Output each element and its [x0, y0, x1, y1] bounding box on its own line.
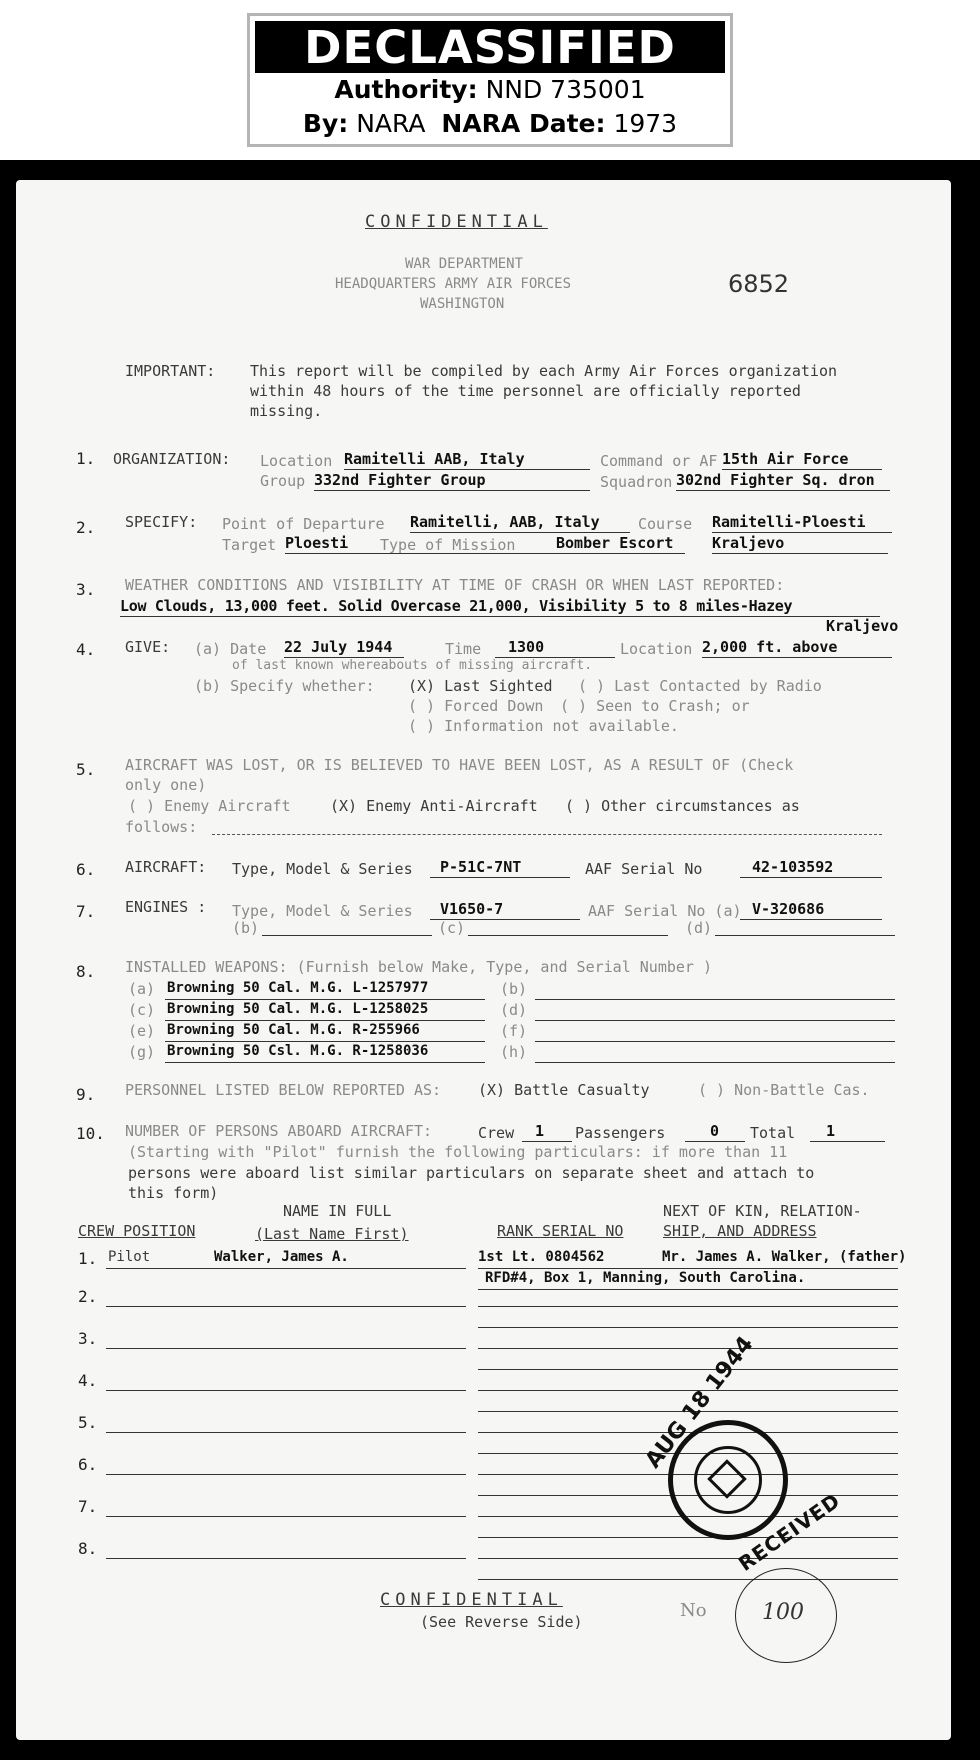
- crew-row-number: 1.: [78, 1249, 98, 1268]
- s7-b: (b): [232, 919, 260, 937]
- s1-squadron: 302nd Fighter Sq. dron: [676, 471, 875, 489]
- s1-location-label: Location: [260, 452, 333, 470]
- s10-crew: 1: [535, 1122, 545, 1140]
- weapon-letter: (a): [128, 980, 156, 998]
- footer-no-label: No: [680, 1600, 707, 1621]
- s2-extra: Kraljevo: [712, 534, 785, 552]
- s10-crew-label: Crew: [478, 1124, 515, 1142]
- s4-opt5: ( ) Information not available.: [408, 717, 679, 735]
- col-rank-serial: RANK SERIAL NO: [497, 1222, 624, 1240]
- s2-target-label: Target: [222, 536, 277, 554]
- s5-line2: only one): [125, 776, 207, 794]
- s5-opt3: ( ) Other circumstances as: [565, 797, 800, 815]
- report-number: 6852: [728, 270, 790, 298]
- s1-command: 15th Air Force: [722, 450, 849, 468]
- s2-mission-label: Type of Mission: [380, 536, 516, 554]
- s10-line4: this form): [128, 1184, 219, 1202]
- s2-course-label: Course: [638, 515, 693, 533]
- s10-line2: (Starting with "Pilot" furnish the following particulars: if more than 11: [128, 1143, 788, 1161]
- s4-opt4: ( ) Seen to Crash; or: [560, 697, 750, 715]
- s3-value2: Kraljevo: [826, 617, 899, 635]
- s10-passengers-label: Passengers: [575, 1124, 666, 1142]
- s2-departure-label: Point of Departure: [222, 515, 385, 533]
- s6-label: AIRCRAFT:: [125, 858, 207, 876]
- s7-d: (d): [685, 919, 713, 937]
- s10-line3: persons were aboard list similar particulars on separate sheet and attach to: [128, 1164, 815, 1182]
- by-line: By: NARA NARA Date: 1973: [302, 109, 678, 138]
- s1-location: Ramitelli AAB, Italy: [344, 450, 525, 468]
- s3-value: Low Clouds, 13,000 feet. Solid Overcase 21,000, Visibility 5 to 8 miles-Hazey: [120, 597, 793, 615]
- weapon-letter: (g): [128, 1043, 156, 1061]
- s5-num: 5.: [76, 760, 96, 779]
- s6-type-label: Type, Model & Series: [232, 860, 413, 878]
- s7-label: ENGINES :: [125, 898, 207, 916]
- s7-type: V1650-7: [440, 900, 504, 918]
- s4-time-label: Time: [445, 640, 482, 658]
- crew-row-number: 5.: [78, 1413, 98, 1432]
- s2-course: Ramitelli-Ploesti: [712, 513, 866, 531]
- col-kin-address: SHIP, AND ADDRESS: [663, 1222, 817, 1240]
- s6-serial: 42-103592: [752, 858, 834, 876]
- s5-label: AIRCRAFT WAS LOST, OR IS BELIEVED TO HAVE BEEN LOST, AS A RESULT OF (Check: [125, 756, 794, 774]
- footer-note: (See Reverse Side): [420, 1613, 583, 1631]
- crew-rank-serial: 1st Lt. 0804562: [478, 1249, 605, 1265]
- crew-row-number: 2.: [78, 1287, 98, 1306]
- s4-b-label: (b) Specify whether:: [194, 677, 375, 695]
- s3-label: WEATHER CONDITIONS AND VISIBILITY AT TIME OF CRASH OR WHEN LAST REPORTED:: [125, 576, 785, 594]
- crew-row-number: 4.: [78, 1371, 98, 1390]
- crew-next-of-kin: Mr. James A. Walker, (father): [662, 1249, 907, 1265]
- header-place: WASHINGTON: [420, 296, 505, 312]
- s5-opt2: (X) Enemy Anti-Aircraft: [330, 797, 538, 815]
- s9-num: 9.: [76, 1085, 96, 1104]
- col-crew-position: CREW POSITION: [78, 1222, 196, 1240]
- crew-position: Pilot: [108, 1249, 151, 1265]
- footer-classification: CONFIDENTIAL: [380, 1590, 563, 1610]
- s10-num: 10.: [76, 1124, 105, 1143]
- s9-label: PERSONNEL LISTED BELOW REPORTED AS:: [125, 1081, 442, 1099]
- s8-num: 8.: [76, 962, 96, 981]
- s7-c: (c): [438, 919, 466, 937]
- s4-a-label: (a) Date: [194, 640, 267, 658]
- weapon-letter: (e): [128, 1022, 156, 1040]
- weapon-value: Browning 50 Cal. M.G. R-255966: [167, 1022, 420, 1038]
- s1-group: 332nd Fighter Group: [314, 471, 486, 489]
- col-next-of-kin: NEXT OF KIN, RELATION-: [663, 1202, 862, 1220]
- s2-departure: Ramitelli, AAB, Italy: [410, 513, 600, 531]
- s8-label: INSTALLED WEAPONS: (Furnish below Make, Type, and Serial Number ): [125, 958, 712, 976]
- s7-type-label: Type, Model & Series: [232, 902, 413, 920]
- s1-squadron-label: Squadron: [600, 473, 673, 491]
- s3-num: 3.: [76, 580, 96, 599]
- s4-location: 2,000 ft. above: [702, 638, 838, 656]
- col-last-name-first: (Last Name First): [255, 1225, 409, 1243]
- s2-num: 2.: [76, 518, 96, 537]
- crew-kin-address: RFD#4, Box 1, Manning, South Carolina.: [485, 1270, 806, 1286]
- crew-row-number: 6.: [78, 1455, 98, 1474]
- footer-no-value: 100: [762, 1600, 804, 1625]
- authority-line: Authority: NND 735001: [334, 75, 646, 104]
- s9-opt2: ( ) Non-Battle Cas.: [698, 1081, 870, 1099]
- important-line3: missing.: [250, 402, 323, 420]
- s6-num: 6.: [76, 860, 96, 879]
- s4-num: 4.: [76, 640, 96, 659]
- s4-opt3: ( ) Forced Down: [408, 697, 544, 715]
- header-hq: HEADQUARTERS ARMY AIR FORCES: [335, 276, 572, 292]
- s1-command-label: Command or AF: [600, 452, 718, 470]
- crew-row-number: 8.: [78, 1539, 98, 1558]
- header-classification: CONFIDENTIAL: [365, 212, 548, 232]
- important-line2: within 48 hours of the time personnel are officially reported: [250, 382, 801, 400]
- s1-group-label: Group: [260, 472, 306, 490]
- important-label: IMPORTANT:: [125, 362, 216, 380]
- s10-label: NUMBER OF PERSONS ABOARD AIRCRAFT:: [125, 1122, 433, 1140]
- s2-label: SPECIFY:: [125, 513, 198, 531]
- weapon-value: Browning 50 Cal. M.G. L-1258025: [167, 1001, 429, 1017]
- s4-opt1: (X) Last Sighted: [408, 677, 553, 695]
- s10-total-label: Total: [750, 1124, 796, 1142]
- s7-serial: V-320686: [752, 900, 825, 918]
- s10-total: 1: [826, 1122, 836, 1140]
- declassified-stamp: [247, 13, 733, 147]
- crew-row-number: 7.: [78, 1497, 98, 1516]
- s4-date: 22 July 1944: [284, 638, 393, 656]
- crew-row-number: 3.: [78, 1329, 98, 1348]
- s4-a-line2: of last known whereabouts of missing aircraft.: [232, 658, 593, 673]
- weapon-right-letter: (b): [500, 980, 528, 998]
- col-name-in-full: NAME IN FULL: [283, 1202, 392, 1220]
- s4-label: GIVE:: [125, 638, 171, 656]
- s1-num: 1.: [76, 449, 96, 468]
- s1-label: ORGANIZATION:: [113, 450, 231, 468]
- s4-location-label: Location: [620, 640, 693, 658]
- s4-time: 1300: [508, 638, 545, 656]
- received-stamp-date: AUG 18 1944: [640, 1331, 759, 1474]
- s7-serial-label: AAF Serial No (a): [588, 902, 742, 920]
- weapon-value: Browning 50 Cal. M.G. L-1257977: [167, 980, 429, 996]
- received-stamp-word: RECEIVED: [733, 1488, 845, 1576]
- s5-opt1: ( ) Enemy Aircraft: [128, 797, 291, 815]
- weapon-value: Browning 50 Csl. M.G. R-1258036: [167, 1043, 429, 1059]
- declassified-title: DECLASSIFIED: [255, 21, 725, 73]
- s2-target: Ploesti: [285, 534, 349, 552]
- s6-type: P-51C-7NT: [440, 858, 522, 876]
- header-dept: WAR DEPARTMENT: [405, 256, 524, 272]
- weapon-right-letter: (h): [500, 1043, 528, 1061]
- received-stamp: [600, 1331, 860, 1590]
- s4-opt2: ( ) Last Contacted by Radio: [578, 677, 822, 695]
- s7-num: 7.: [76, 902, 96, 921]
- s9-opt1: (X) Battle Casualty: [478, 1081, 650, 1099]
- weapon-right-letter: (d): [500, 1001, 528, 1019]
- weapon-right-letter: (f): [500, 1022, 528, 1040]
- crew-name: Walker, James A.: [214, 1249, 349, 1265]
- s2-mission: Bomber Escort: [556, 534, 674, 552]
- s10-passengers: 0: [710, 1122, 720, 1140]
- weapon-letter: (c): [128, 1001, 156, 1019]
- s6-serial-label: AAF Serial No: [585, 860, 703, 878]
- s5-line4: follows:: [125, 818, 198, 836]
- important-line1: This report will be compiled by each Army Air Forces organization: [250, 362, 837, 380]
